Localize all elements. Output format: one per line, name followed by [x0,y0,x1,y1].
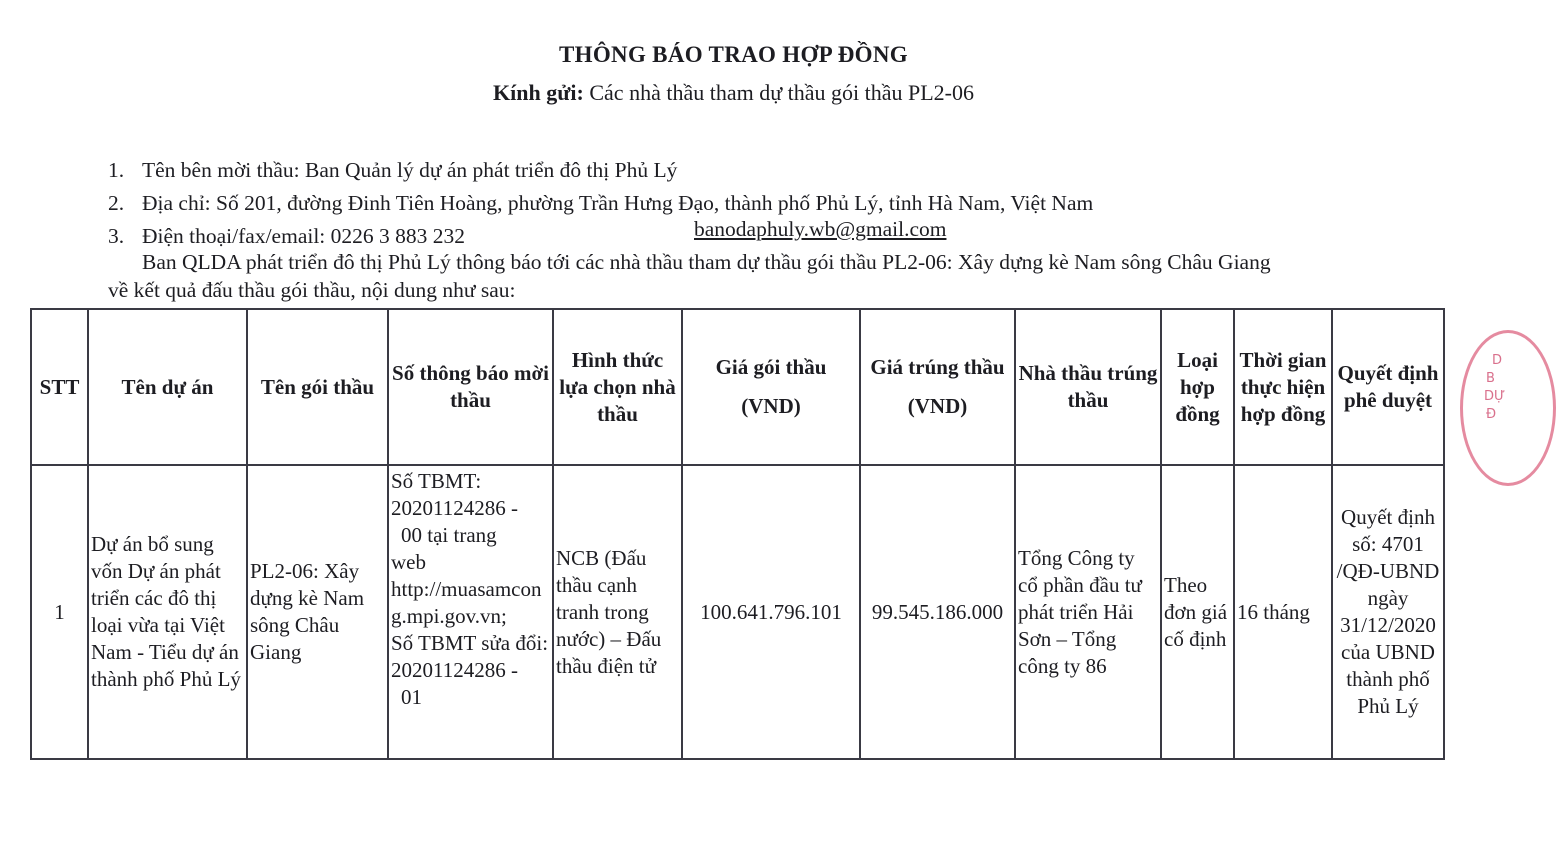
cell-package-price: 100.641.796.101 [682,465,860,759]
cell-contractor: Tổng Công ty cổ phần đầu tư phát triển Hải Sơn – Tổng công ty 86 [1015,465,1161,759]
cell-stt: 1 [31,465,88,759]
table-row [31,465,1444,759]
notice-line: 20201124286 - [391,658,518,682]
notice-line: Số TBMT sửa đổi: [391,631,549,655]
cell-notice [388,465,553,759]
seal-fragment: Đ [1486,407,1497,422]
header-package-price-unit: (VND) [741,394,801,418]
info-item-number: 3. [108,224,125,248]
cell-winning-price: 99.545.186.000 [860,465,1015,759]
header-package-price-label: Giá gói thầu [715,355,827,379]
cell-project: Dự án bổ sung vốn Dự án phát triển các đô thị loại vừa tại Việt Nam - Tiểu dự án thành phố Phủ Lý [88,465,247,759]
greeting-text: Các nhà thầu tham dự thầu gói thầu PL2-06 [583,80,974,105]
notice-line: 01 [401,685,422,709]
document-title: THÔNG BÁO TRAO HỢP ĐỒNG [559,42,908,67]
cell-duration: 16 tháng [1234,465,1332,759]
seal-fragment: DỰ [1484,389,1506,404]
cell-contract-type: Theo đơn giá cố định [1161,465,1234,759]
notice-line: Số TBMT: [391,469,482,493]
info-item-inviter [108,154,1093,187]
header-contractor: Nhà thầu trúng thầu [1015,309,1161,465]
notice-line: 00 tại trang [401,523,497,547]
header-winning-price-unit: (VND) [907,394,968,418]
intro-paragraph [108,248,1408,304]
notice-line: 20201124286 - [391,496,518,520]
header-duration: Thời gian thực hiện hợp đồng [1234,309,1332,465]
header-winning-price [860,309,1015,465]
seal-fragment-text [1478,352,1505,424]
header-decision: Quyết định phê duyệt [1332,309,1444,465]
info-item-number: 2. [108,191,125,215]
header-winning-price-label: Giá trúng thầu [870,355,1005,379]
greeting-label: Kính gửi: [493,80,584,105]
intro-line-1: Ban QLDA phát triển đô thị Phủ Lý thông báo tới các nhà thầu tham dự thầu gói thầu PL2-06: Xây dựng kè Nam sông Châu Giang [142,250,1271,274]
notice-line: web [391,550,426,574]
info-item-text: Tên bên mời thầu: Ban Quản lý dự án phát triển đô thị Phủ Lý [142,158,678,182]
header-package: Tên gói thầu [247,309,388,465]
red-seal-stamp [1460,330,1556,486]
header-method: Hình thức lựa chọn nhà thầu [553,309,682,465]
table-header-row [31,309,1444,465]
header-package-price [682,309,860,465]
notice-url: http://muasamcong.mpi.gov.vn; [391,577,542,628]
seal-fragment: D [1492,353,1503,368]
info-item-address [108,187,1093,220]
award-table [30,308,1445,760]
info-item-text: Điện thoại/fax/email: 0226 3 883 232 [142,224,466,248]
cell-package: PL2-06: Xây dựng kè Nam sông Châu Giang [247,465,388,759]
cell-method: NCB (Đấu thầu cạnh tranh trong nước) – Đấu thầu điện tử [553,465,682,759]
header-notice: Số thông báo mời thầu [388,309,553,465]
header-contract-type: Loại hợp đồng [1161,309,1234,465]
greeting-line [0,80,1467,106]
header-stt: STT [31,309,88,465]
header-project: Tên dự án [88,309,247,465]
seal-fragment: B [1486,371,1495,386]
email-link[interactable]: banodaphuly.wb@gmail.com [694,217,947,241]
info-item-number: 1. [108,158,125,182]
cell-decision: Quyết định số: 4701 /QĐ-UBND ngày 31/12/2020 của UBND thành phố Phủ Lý [1332,465,1444,759]
info-item-text: Địa chỉ: Số 201, đường Đinh Tiên Hoàng, phường Trần Hưng Đạo, thành phố Phủ Lý, tỉnh Hà Nam, Việt Nam [142,191,1094,215]
intro-line-2: về kết quả đấu thầu gói thầu, nội dung như sau: [108,278,516,302]
